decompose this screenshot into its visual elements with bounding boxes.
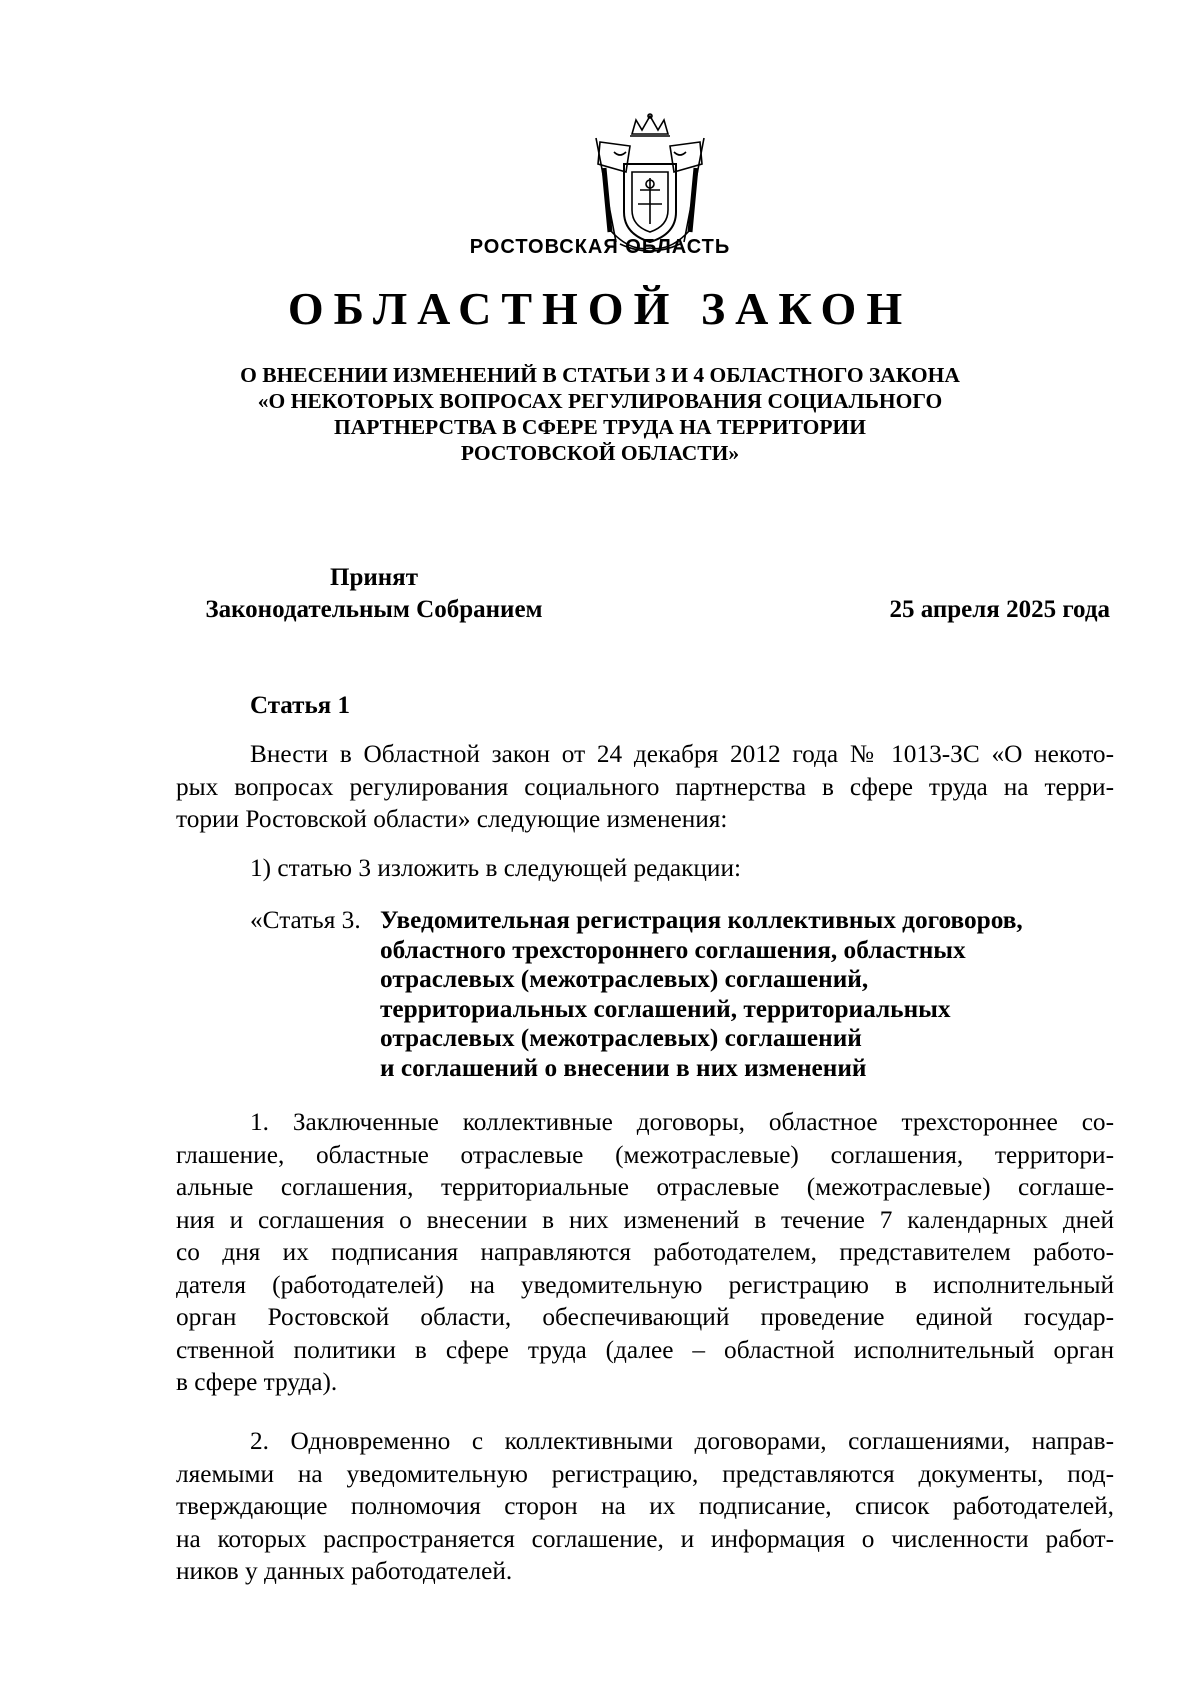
amendment-item: 1) статью 3 изложить в следующей редакции: [250, 854, 742, 882]
law-title [150, 362, 1050, 466]
text-line: ственной политики в сфере труда (далее – областной исполнительный орган [176, 1335, 1114, 1364]
text-line: 1. Заключенные коллективные договоры, областное трехстороннее со- [250, 1108, 1114, 1136]
heading-line: Уведомительная регистрация коллективных договоров, [380, 906, 1023, 934]
adoption-date: 25 апреля 2025 года [889, 596, 1110, 623]
heading-line: и соглашений о внесении в них изменений [380, 1053, 867, 1082]
article-intro [176, 738, 1114, 836]
adoption-line-2: Законодательным Собранием [205, 596, 543, 623]
coat-of-arms-icon [580, 112, 720, 254]
text-line: Внести в Областной закон от 24 декабря 2012 года № 1013-ЗС «О некото- [250, 740, 1114, 768]
text-line: альные соглашения, территориальные отраслевые (межотраслевые) соглаше- [176, 1173, 1114, 1201]
point-2 [176, 1425, 1114, 1588]
law-title-line: РОСТОВСКОЙ ОБЛАСТИ» [460, 441, 740, 465]
text-line: в сфере труда). [176, 1368, 338, 1396]
text-line: дателя (работодателей) на уведомительную регистрацию в исполнительный [176, 1270, 1114, 1299]
heading-line: территориальных соглашений, территориальных [380, 994, 951, 1023]
text-line: 2. Одновременно с коллективными договорами, соглашениями, направ- [250, 1427, 1114, 1455]
adoption-block [178, 562, 570, 626]
heading-line: отраслевых (межотраслевых) соглашений [380, 1024, 862, 1052]
law-type-heading: ОБЛАСТНОЙ ЗАКОН [287, 283, 913, 334]
new-article-prefix: «Статья 3. [250, 906, 361, 934]
text-line: рых вопросах регулирования социального партнерства в сфере труда на терри- [176, 772, 1114, 801]
law-title-line: О ВНЕСЕНИИ ИЗМЕНЕНИЙ В СТАТЬИ 3 И 4 ОБЛАСТНОГО ЗАКОНА [240, 363, 960, 387]
new-article-title [380, 906, 1120, 1083]
text-line: ния и соглашения о внесении в них изменений в течение 7 календарных дней [176, 1205, 1114, 1234]
heading-line: отраслевых (межотраслевых) соглашений, [380, 965, 869, 993]
text-line: ляемыми на уведомительную регистрацию, представляются документы, под- [176, 1459, 1114, 1488]
text-line: тории Ростовской области» следующие изменения: [176, 805, 728, 833]
adoption-line-1: Принят [330, 564, 418, 591]
text-line: ников у данных работодателей. [176, 1557, 513, 1585]
law-title-line: «О НЕКОТОРЫХ ВОПРОСАХ РЕГУЛИРОВАНИЯ СОЦИАЛЬНОГО [257, 389, 943, 413]
text-line: глашение, областные отраслевые (межотраслевые) соглашения, территори- [176, 1140, 1114, 1169]
text-line: тверждающие полномочия сторон на их подписание, список работодателей, [176, 1492, 1114, 1520]
law-title-line: ПАРТНЕРСТВА В СФЕРЕ ТРУДА НА ТЕРРИТОРИИ [334, 415, 866, 439]
point-1 [176, 1106, 1114, 1399]
heading-line: областного трехстороннего соглашения, областных [380, 935, 966, 964]
region-name: РОСТОВСКАЯ ОБЛАСТЬ [469, 236, 731, 258]
article-heading: Статья 1 [250, 692, 350, 719]
text-line: орган Ростовской области, обеспечивающий проведение единой государ- [176, 1303, 1114, 1331]
text-line: на которых распространяется соглашение, и информация о численности работ- [176, 1524, 1114, 1553]
text-line: со дня их подписания направляются работодателем, представителем работо- [176, 1238, 1114, 1266]
